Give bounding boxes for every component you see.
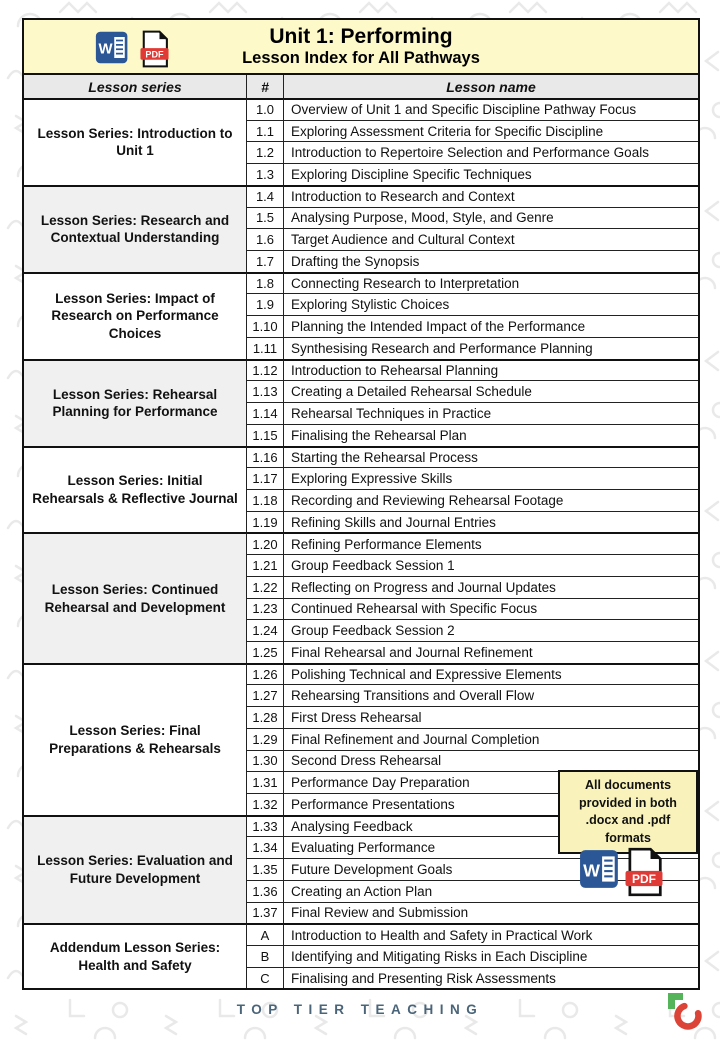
column-header-lesson-name: Lesson name xyxy=(284,75,698,98)
lesson-name-cell: Overview of Unit 1 and Specific Discipline Pathway Focus xyxy=(284,98,698,120)
lesson-number-cell: 1.34 xyxy=(246,836,284,858)
lesson-name-cell: Performance Day Preparation xyxy=(284,771,698,793)
lesson-number-cell: 1.32 xyxy=(246,793,284,815)
lesson-name-cell: Rehearsing Transitions and Overall Flow xyxy=(284,684,698,706)
lesson-name-cell: Introduction to Research and Context xyxy=(284,185,698,207)
lesson-number-cell: 1.9 xyxy=(246,293,284,315)
formats-callout xyxy=(558,770,698,854)
lesson-number-cell: 1.20 xyxy=(246,532,284,554)
column-header-number: # xyxy=(246,75,284,98)
lesson-number-cell: 1.7 xyxy=(246,250,284,272)
lesson-number-cell: 1.24 xyxy=(246,619,284,641)
lesson-number-cell: 1.1 xyxy=(246,120,284,142)
formats-icons xyxy=(579,848,664,897)
lesson-name-cell: Connecting Research to Interpretation xyxy=(284,272,698,294)
lesson-number-cell: 1.28 xyxy=(246,706,284,728)
brand-wordmark: TOP TIER TEACHING xyxy=(236,1002,484,1017)
lesson-name-cell: Continued Rehearsal with Specific Focus xyxy=(284,598,698,620)
lesson-name-cell: Drafting the Synopsis xyxy=(284,250,698,272)
lesson-number-cell: 1.8 xyxy=(246,272,284,294)
lesson-number-cell: 1.10 xyxy=(246,315,284,337)
series-cell: Lesson Series: Introduction to Unit 1 xyxy=(24,98,246,185)
lesson-name-cell: Identifying and Mitigating Risks in Each Discipline xyxy=(284,945,698,967)
lesson-name-cell: Starting the Rehearsal Process xyxy=(284,446,698,468)
lesson-number-cell: 1.15 xyxy=(246,424,284,446)
lesson-name-cell: Introduction to Repertoire Selection and Performance Goals xyxy=(284,141,698,163)
lesson-name-cell: Exploring Discipline Specific Techniques xyxy=(284,163,698,185)
lesson-number-cell: 1.16 xyxy=(246,446,284,468)
lesson-name-cell: Exploring Expressive Skills xyxy=(284,467,698,489)
lesson-name-cell: First Dress Rehearsal xyxy=(284,706,698,728)
lesson-name-cell: Introduction to Rehearsal Planning xyxy=(284,359,698,381)
brand-logo-icon xyxy=(664,988,708,1034)
lesson-number-cell: B xyxy=(246,945,284,967)
lesson-name-cell: Final Refinement and Journal Completion xyxy=(284,728,698,750)
pdf-icon xyxy=(139,30,170,68)
lesson-number-cell: 1.21 xyxy=(246,554,284,576)
lesson-name-cell: Finalising the Rehearsal Plan xyxy=(284,424,698,446)
lesson-number-cell: 1.6 xyxy=(246,228,284,250)
series-cell: Lesson Series: Continued Rehearsal and Development xyxy=(24,532,246,662)
lesson-number-cell: 1.0 xyxy=(246,98,284,120)
series-cell: Lesson Series: Final Preparations & Rehearsals xyxy=(24,663,246,815)
svg-text:W: W xyxy=(583,860,601,881)
lesson-name-cell: Performance Presentations xyxy=(284,793,698,815)
lesson-name-cell: Group Feedback Session 1 xyxy=(284,554,698,576)
lesson-number-cell: 1.36 xyxy=(246,880,284,902)
lesson-name-cell: Second Dress Rehearsal xyxy=(284,750,698,772)
lesson-number-cell: 1.13 xyxy=(246,380,284,402)
title-bar xyxy=(24,20,698,75)
lesson-name-cell: Reflecting on Progress and Journal Updates xyxy=(284,576,698,598)
lesson-number-cell: 1.17 xyxy=(246,467,284,489)
formats-callout-text: All documents provided in both .docx and .pdf formats xyxy=(579,778,677,845)
lesson-name-cell: Analysing Purpose, Mood, Style, and Genre xyxy=(284,207,698,229)
lesson-number-cell: 1.30 xyxy=(246,750,284,772)
lesson-number-cell: 1.37 xyxy=(246,902,284,924)
lesson-name-cell: Exploring Assessment Criteria for Specific Discipline xyxy=(284,120,698,142)
lesson-name-cell: Analysing Feedback xyxy=(284,815,698,837)
lesson-name-cell: Refining Performance Elements xyxy=(284,532,698,554)
lesson-name-cell: Creating a Detailed Rehearsal Schedule xyxy=(284,380,698,402)
lesson-number-cell: C xyxy=(246,967,284,989)
lesson-name-cell: Synthesising Research and Performance Planning xyxy=(284,337,698,359)
lesson-number-cell: 1.22 xyxy=(246,576,284,598)
lesson-number-cell: 1.23 xyxy=(246,598,284,620)
lesson-name-cell: Group Feedback Session 2 xyxy=(284,619,698,641)
lesson-number-cell: 1.4 xyxy=(246,185,284,207)
lesson-number-cell: 1.33 xyxy=(246,815,284,837)
lesson-number-cell: 1.2 xyxy=(246,141,284,163)
lesson-number-cell: 1.19 xyxy=(246,511,284,533)
lesson-number-cell: 1.12 xyxy=(246,359,284,381)
lesson-number-cell: 1.5 xyxy=(246,207,284,229)
series-cell: Lesson Series: Initial Rehearsals & Reflective Journal xyxy=(24,446,246,533)
lesson-number-cell: 1.18 xyxy=(246,489,284,511)
lesson-name-cell: Exploring Stylistic Choices xyxy=(284,293,698,315)
lesson-number-cell: 1.35 xyxy=(246,858,284,880)
lesson-name-cell: Final Rehearsal and Journal Refinement xyxy=(284,641,698,663)
lesson-number-cell: 1.3 xyxy=(246,163,284,185)
lesson-name-cell: Introduction to Health and Safety in Practical Work xyxy=(284,923,698,945)
series-cell: Lesson Series: Rehearsal Planning for Performance xyxy=(24,359,246,446)
lesson-name-cell: Rehearsal Techniques in Practice xyxy=(284,402,698,424)
lesson-name-cell: Finalising and Presenting Risk Assessments xyxy=(284,967,698,989)
lesson-name-cell: Future Development Goals xyxy=(284,858,698,880)
lesson-name-cell: Creating an Action Plan xyxy=(284,880,698,902)
lesson-number-cell: 1.31 xyxy=(246,771,284,793)
lesson-number-cell: 1.29 xyxy=(246,728,284,750)
page-title: Unit 1: Performing xyxy=(269,24,453,48)
series-cell: Addendum Lesson Series: Health and Safety xyxy=(24,923,246,988)
svg-text:W: W xyxy=(98,41,113,58)
lesson-name-cell: Recording and Reviewing Rehearsal Footage xyxy=(284,489,698,511)
word-icon xyxy=(95,30,130,65)
lesson-name-cell: Polishing Technical and Expressive Elements xyxy=(284,663,698,685)
title-bar-icons xyxy=(95,30,170,68)
pdf-icon xyxy=(624,847,664,897)
series-cell: Lesson Series: Research and Contextual Understanding xyxy=(24,185,246,272)
lesson-name-cell: Target Audience and Cultural Context xyxy=(284,228,698,250)
svg-text:PDF: PDF xyxy=(145,49,164,60)
column-header-lesson-series: Lesson series xyxy=(24,75,246,98)
lesson-name-cell: Planning the Intended Impact of the Performance xyxy=(284,315,698,337)
lesson-number-cell: 1.14 xyxy=(246,402,284,424)
svg-text:PDF: PDF xyxy=(632,871,656,886)
series-cell: Lesson Series: Evaluation and Future Development xyxy=(24,815,246,924)
series-cell: Lesson Series: Impact of Research on Performance Choices xyxy=(24,272,246,359)
lesson-number-cell: 1.27 xyxy=(246,684,284,706)
lesson-name-cell: Evaluating Performance xyxy=(284,836,698,858)
lesson-number-cell: A xyxy=(246,923,284,945)
page-subtitle: Lesson Index for All Pathways xyxy=(242,49,480,68)
lesson-number-cell: 1.26 xyxy=(246,663,284,685)
lesson-name-cell: Final Review and Submission xyxy=(284,902,698,924)
lesson-name-cell: Refining Skills and Journal Entries xyxy=(284,511,698,533)
lesson-number-cell: 1.11 xyxy=(246,337,284,359)
lesson-number-cell: 1.25 xyxy=(246,641,284,663)
word-icon xyxy=(579,848,621,890)
